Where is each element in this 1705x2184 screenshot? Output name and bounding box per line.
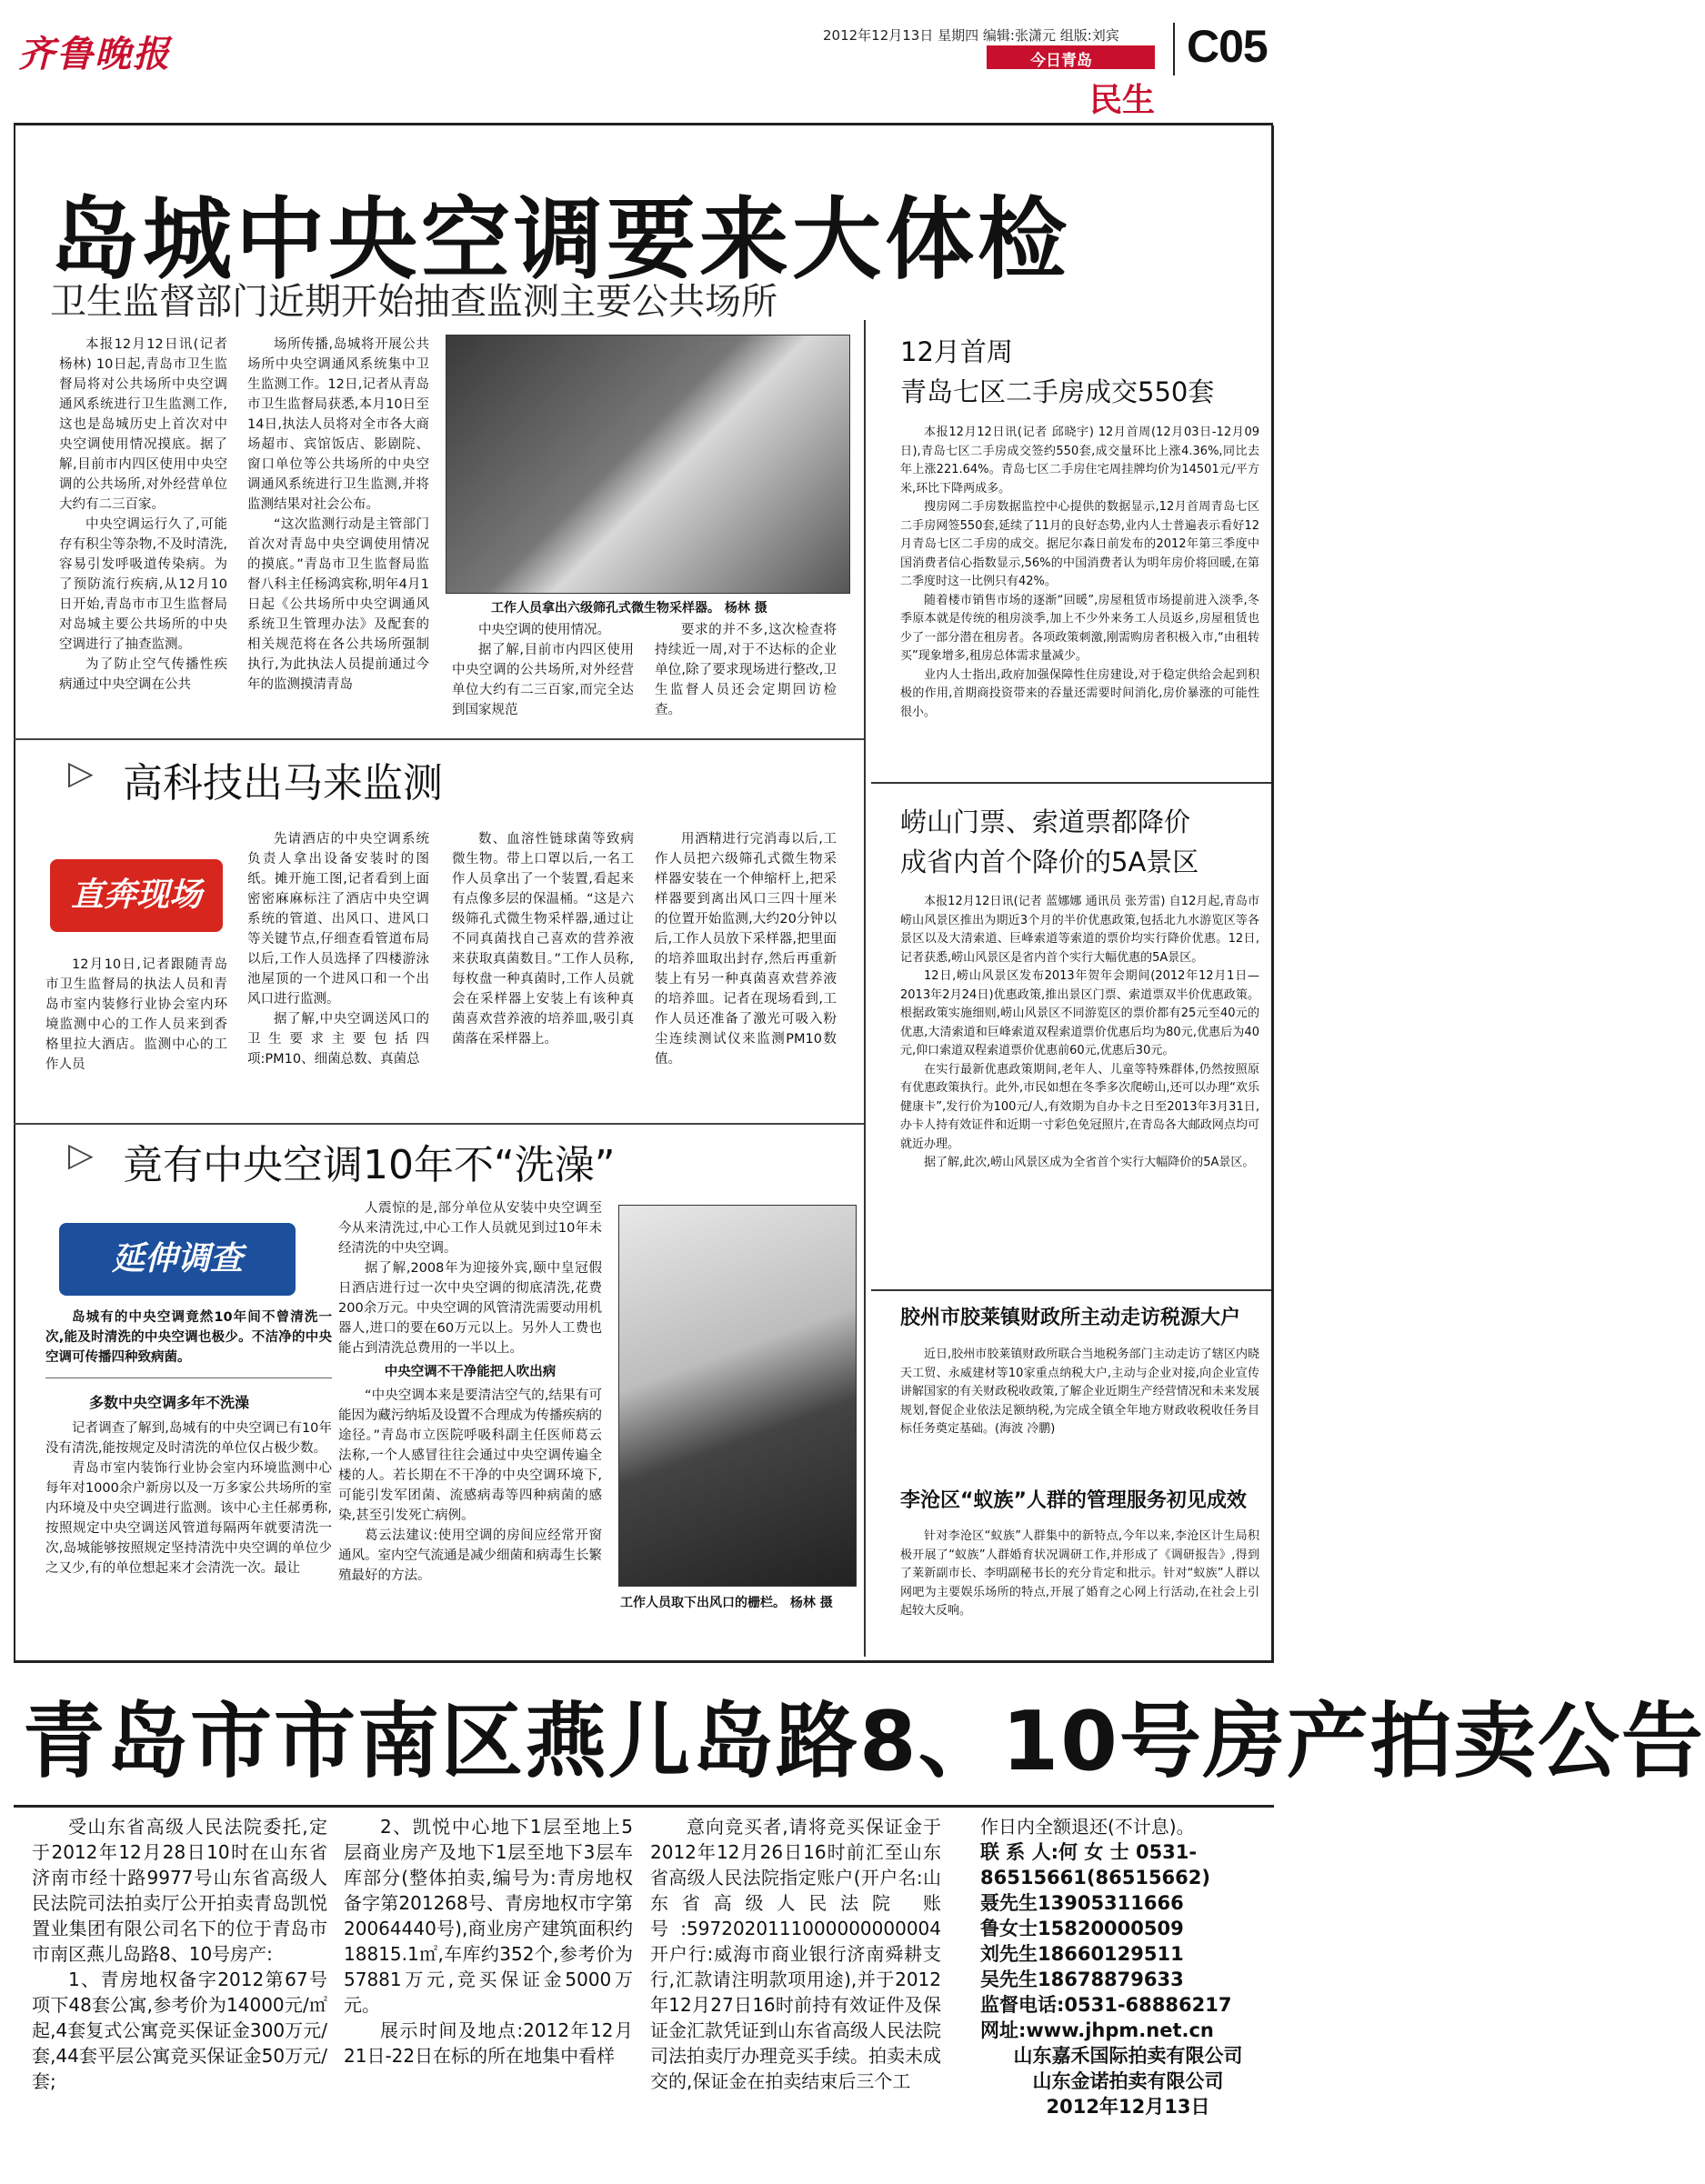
auction-headline: 青岛市市南区燕儿岛路8、10号房产拍卖公告 — [23, 1694, 1705, 1789]
sidebar-story1-body: 本报12月12日讯(记者 邱晓宇) 12月首周(12月03日-12月09日),青岛七区二手房成交签约550套,成交量环比上涨4.36%,同比去年上涨221.64%。青岛七区二手房住宅周挂牌均价为14501元/平方米,环比下降两成多。 搜房网二手房数据监控中心提供的数据显示,12月首周青岛七区二手房网签550套,延续了11月的良好态势,业内人士普遍表示看好12月青岛七区二手房的成交。据尼尔森日前发布的2012年第三季度中国消费者信心指数显示,56%的中国消费者认为明年房价将回暖,在第二季度时这一比例只有42%。 随着楼市销售市场的逐渐“回暖”,房屋租赁市场提前进入淡季,冬季原本就是传统的租房淡季,加上不少外来务工人员返乡,房屋租赁也少了一部分潜在租房者。各项政策刺激,刚需购房者积极入市,“由租转买”现象增多,租房总体需求量减少。 业内人士指出,政府加强保障性住房建设,对于稳定供给会起到积极的作用,首期商投资带来的吞量还需要时间消化,房价暴涨的可能性很小。 — [900, 426, 1259, 719]
sidebar-divider — [864, 320, 866, 1657]
section3-col-1: 记者调查了解到,岛城有的中央空调已有10年没有清洗,能按规定及时清洗的单位仅占极少数。 青岛市室内装饰行业协会室内环境监测中心每年对1000余户新房以及一万多家公共场所的室内环境及中央空调进行监测。该中心主任郝勇称,按照规定中央空调送风管道每隔两年就要清洗一次,岛城能够按照规定坚持清洗中央空调的单位少之又少,有的单位想起来才会清洗一次。最让 — [45, 1421, 332, 1576]
triangle-icon: ▷ — [68, 755, 94, 792]
sidebar-story4-body: 针对李沧区“蚁族”人群集中的新特点,今年以来,李沧区计生局积极开展了“蚁族”人群婚育状况调研工作,并形成了《调研报告》,得到了莱新副市长、李明副秘书长的充分肯定和批示。针对“蚁族”人群以网吧为主要娱乐场所的特点,开展了婚育之心网上行活动,在社会上引起较大反响。 — [900, 1529, 1259, 1618]
sidebar-rule-1 — [871, 782, 1271, 784]
section2-col-3: 数、血溶性链球菌等致病微生物。带上口罩以后,一名工作人员拿出了一个装置,看起来有点像多层的保温桶。“这是六级筛孔式微生物采样器,通过让不同真菌找自己喜欢的营养液来获取真菌数目。”工作人员称,每枚盘一种真菌时,工作人员就会在采样器上安装上有该种真菌喜欢营养液的培养皿,吸引真菌落在采样器上。 — [452, 832, 634, 1047]
frame-bottom — [14, 1660, 1274, 1663]
auction-rule — [14, 1805, 1274, 1808]
main-col-2: 场所传播,岛城将开展公共场所中央空调通风系统集中卫生监测工作。12日,记者从青岛市卫生监督局获悉,本月10日至14日,执法人员将对全市各大商场超市、宾馆饭店、影剧院、窗口单位等公共场所的中央空调通风系统进行卫生监测,并将监测结果对社会公布。 “这次监测行动是主管部门首次对青岛中央空调使用情况的摸底。”青岛市卫生监督局监督八科主任杨鸿宾称,明年4月1日起《公共场所中央空调通风系统卫生管理办法》及配套的相关规范将在各公共场所强制执行,为此执法人员提前通过今年的监测摸清青岛 — [247, 337, 429, 692]
section2-rule — [14, 738, 864, 740]
section3-title: 竟有中央空调10年不“洗澡” — [123, 1142, 616, 1188]
auction-contacts: 作日内全额退还(不计息)。 联 系 人:何 女 士 0531-86515661(86515662) 聂先生13905311666 鲁女士15820000509 刘先生18660129511 吴先生18678879633 监督电话:0531-68886217 网址:www.jhpm.net.cn 山东嘉禾国际拍卖有限公司 山东金诺拍卖有限公司 2012年12月13日 — [980, 1816, 1243, 2118]
masthead-divider — [1173, 23, 1175, 75]
sidebar-story2-body: 本报12月12日讯(记者 蓝娜娜 通讯员 张芳雷) 自12月起,青岛市崂山风景区推出为期近3个月的半价优惠政策,包括北九水游览区等各景区以及大清索道、巨峰索道等索道的票价均实行降价优惠。12日,记者获悉,崂山风景区是省内首个实行大幅优惠的5A景区。 12日,崂山风景区发布2013年贺年会期间(2012年12月1日—2013年2月24日)优惠政策,推出景区门票、索道票双半价优惠政策。根据政策实施细则,崂山风景区不同游览区的票价都有25元至40元的优惠,大清索道和巨峰索道双程索道票价优惠后均为80元,优惠后为40元,仰口索道双程索道票价优惠前60元,优惠后30元。 在实行最新优惠政策期间,老年人、儿童等特殊群体,仍然按照原有优惠政策执行。此外,市民如想在冬季多次爬崂山,还可以办理“欢乐健康卡”,发行价为100元/人,有效期为自办卡之日至2013年3月31日,办卡人持有效证件和近期一寸彩色免冠照片,在青岛各大邮政网点均可就近办理。 据了解,此次,崂山风景区成为全省首个实行大幅降价的5A景区。 — [900, 895, 1259, 1169]
newspaper-logo: 齐鲁晚报 — [18, 33, 171, 75]
badge-extended-survey: 延伸调查 — [59, 1223, 296, 1296]
section3-sub1: 多数中央空调多年不洗澡 — [89, 1394, 250, 1411]
sidebar-rule-2 — [871, 1289, 1271, 1291]
section2-title: 高科技出马来监测 — [123, 760, 443, 806]
sidebar-story4-title: 李沧区“蚁族”人群的管理服务初见成效 — [900, 1489, 1247, 1512]
section3-lead: 岛城有的中央空调竟然10年间不曾清洗一次,能及时清洗的中央空调也极少。不洁净的中央空调可传播四种致病菌。 — [45, 1310, 332, 1365]
triangle-icon: ▷ — [68, 1137, 94, 1174]
auction-col-1: 受山东省高级人民法院委托,定于2012年12月28日10时在山东省济南市经十路9977号山东省高级人民法院司法拍卖厅公开拍卖青岛凯悦置业集团有限公司名下的位于青岛市市南区燕儿岛路8、10号房产: 1、青房地权备字2012第67号项下48套公寓,参考价为14000元/㎡起,4套复式公寓竞买保证金300万元/套,44套平层公寓竞买保证金50万元/套; — [32, 1816, 327, 2092]
section3-rule — [14, 1123, 864, 1125]
masthead-rule — [14, 123, 1273, 125]
main-col-1: 本报12月12日讯(记者 杨林) 10日起,青岛市卫生监督局将对公共场所中央空调通风系统进行卫生监测工作,这也是岛城历史上首次对中央空调使用情况摸底。据了解,目前市内四区使用中央空调的公共场所,对外经营单位大约有二三百家。 中央空调运行久了,可能存有积尘等杂物,不及时清洗,容易引发呼吸道传染病。为了预防流行疾病,从12月10日开始,青岛市市卫生监督局对岛城主要公共场所的中央空调进行了抽查监测。 为了防止空气传播性疾病通过中央空调在公共 — [59, 337, 227, 692]
section2-col-4: 用酒精进行完消毒以后,工作人员把六级筛孔式微生物采样器安装在一个伸缩杆上,把采样器要到离出风口三四十厘米的位置开始监测,大约20分钟以后,工作人员放下采样器,把里面的培养皿取出封存,然后再重新装上有另一种真菌喜欢营养液的培养皿。记者在现场看到,工作人员还准备了激光可吸入粉尘连续测试仪来监测PM10数值。 — [655, 832, 837, 1067]
badge-direct-report: 直奔现场 — [50, 859, 223, 932]
section-name: 民生 — [1089, 82, 1156, 119]
main-col-4: 要求的并不多,这次检查将持续近一周,对于不达标的企业单位,除了要求现场进行整改,卫生监督人员还会定期回访检查。 — [655, 623, 837, 717]
dateline: 2012年12月13日 星期四 编辑:张潇元 组版:刘宾 — [823, 27, 1119, 44]
section3-col-2: 人震惊的是,部分单位从安装中央空调至今从来清洗过,中心工作人员就见到过10年未经清洗的中央空调。 据了解,2008年为迎接外宾,颐中皇冠假日酒店进行过一次中央空调的彻底清洗,花费200余万元。中央空调的风管清洗需要动用机器人,进口的要在60万元以上。另外人工费也能占到清洗总费用的一半以上。 中央空调不干净能把人吹出病 “中央空调本来是要清洁空气的,结果有可能因为藏污纳垢及设置不合理成为传播疾病的途径。”青岛市立医院呼吸科副主任医师葛云法称,一个人感冒往往会通过中央空调传遍全楼的人。若长期在不干净的中央空调环境下,可能引发军团菌、流感病毒等四种病菌的感染,甚至引发死亡病例。 葛云法建议:使用空调的房间应经常开窗通风。室内空气流通是减少细菌和病毒生长繁殖最好的方法。 — [338, 1201, 602, 1583]
main-col-3: 中央空调的使用情况。 据了解,目前市内四区使用中央空调的公共场所,对外经营单位大约有二三百家,而完全达到国家规范 — [452, 623, 634, 717]
section-tag: 今日青岛 — [987, 45, 1155, 69]
sidebar-story3-body: 近日,胶州市胶莱镇财政所联合当地税务部门主动走访了辖区内晓天工贸、永威建材等10家重点纳税大户,主动与企业对接,向企业宣传讲解国家的有关财政税收政策,了解企业近期生产经营情况和未来发展规划,督促企业依法足额纳税,为完成全镇全年地方财政收税收任务目标任务奠定基础。(海波 冷鹏) — [900, 1347, 1259, 1436]
photo-sampler — [446, 335, 850, 594]
auction-col-3: 意向竞买者,请将竞买保证金于2012年12月26日16时前汇至山东省高级人民法院指定账户(开户名:山东省高级人民法院 账号:5972020111000000000004 开户行:威海市商业银行济南舜耕支行,汇款请注明款项用途),并于2012年12月27日16时前持有效证件及保证金汇款凭证到山东省高级人民法院司法拍卖厅办理竞买手续。拍卖未成交的,保证金在拍卖结束后三个工 — [650, 1816, 941, 2092]
sidebar-story1-title: 12月首周 青岛七区二手房成交550套 — [900, 336, 1215, 407]
page-number: C05 — [1187, 21, 1268, 72]
auction-col-2: 2、凯悦中心地下1层至地上5层商业房产及地下1层至地下3层车库部分(整体拍卖,编号为:青房地权备字第201268号、青房地权市字第20064440号),商业房产建筑面积约18815.1㎡,车库约352个,参考价为57881万元,竞买保证金5000万元。 展示时间及地点:2012年12月21日-22日在标的所在地集中看样 — [344, 1816, 633, 2067]
frame-left — [14, 125, 15, 1662]
frame-right — [1271, 125, 1274, 1662]
section2-col-1: 12月10日,记者跟随青岛市卫生监督局的执法人员和青岛市室内装修行业协会室内环境监测中心的工作人员来到香格里拉大酒店。监测中心的工作人员 — [45, 957, 227, 1072]
photo-caption-2: 工作人员取下出风口的栅栏。 杨林 摄 — [620, 1596, 833, 1610]
main-headline: 岛城中央空调要来大体检 — [50, 188, 1071, 292]
photo-vent-grille — [618, 1205, 857, 1587]
section3-sub2: 中央空调不干净能把人吹出病 — [384, 1365, 557, 1379]
section2-col-2: 先请酒店的中央空调系统负责人拿出设备安装时的图纸。摊开施工图,记者看到上面密密麻麻标注了酒店中央空调系统的管道、出风口、进风口等关键节点,仔细查看管道布局以后,工作人员选择了四楼游泳池屋顶的一个进风口和一个出风口进行监测。 据了解,中央空调送风口的卫生要求主要包括四项:PM10、细菌总数、真菌总 — [247, 832, 429, 1067]
photo-caption-1: 工作人员拿出六级筛孔式微生物采样器。 杨林 摄 — [491, 601, 767, 616]
main-subhead: 卫生监督部门近期开始抽查监测主要公共场所 — [50, 281, 777, 323]
sidebar-story3-title: 胶州市胶莱镇财政所主动走访税源大户 — [900, 1307, 1241, 1329]
sidebar-story2-title: 崂山门票、索道票都降价 成省内首个降价的5A景区 — [900, 806, 1199, 877]
